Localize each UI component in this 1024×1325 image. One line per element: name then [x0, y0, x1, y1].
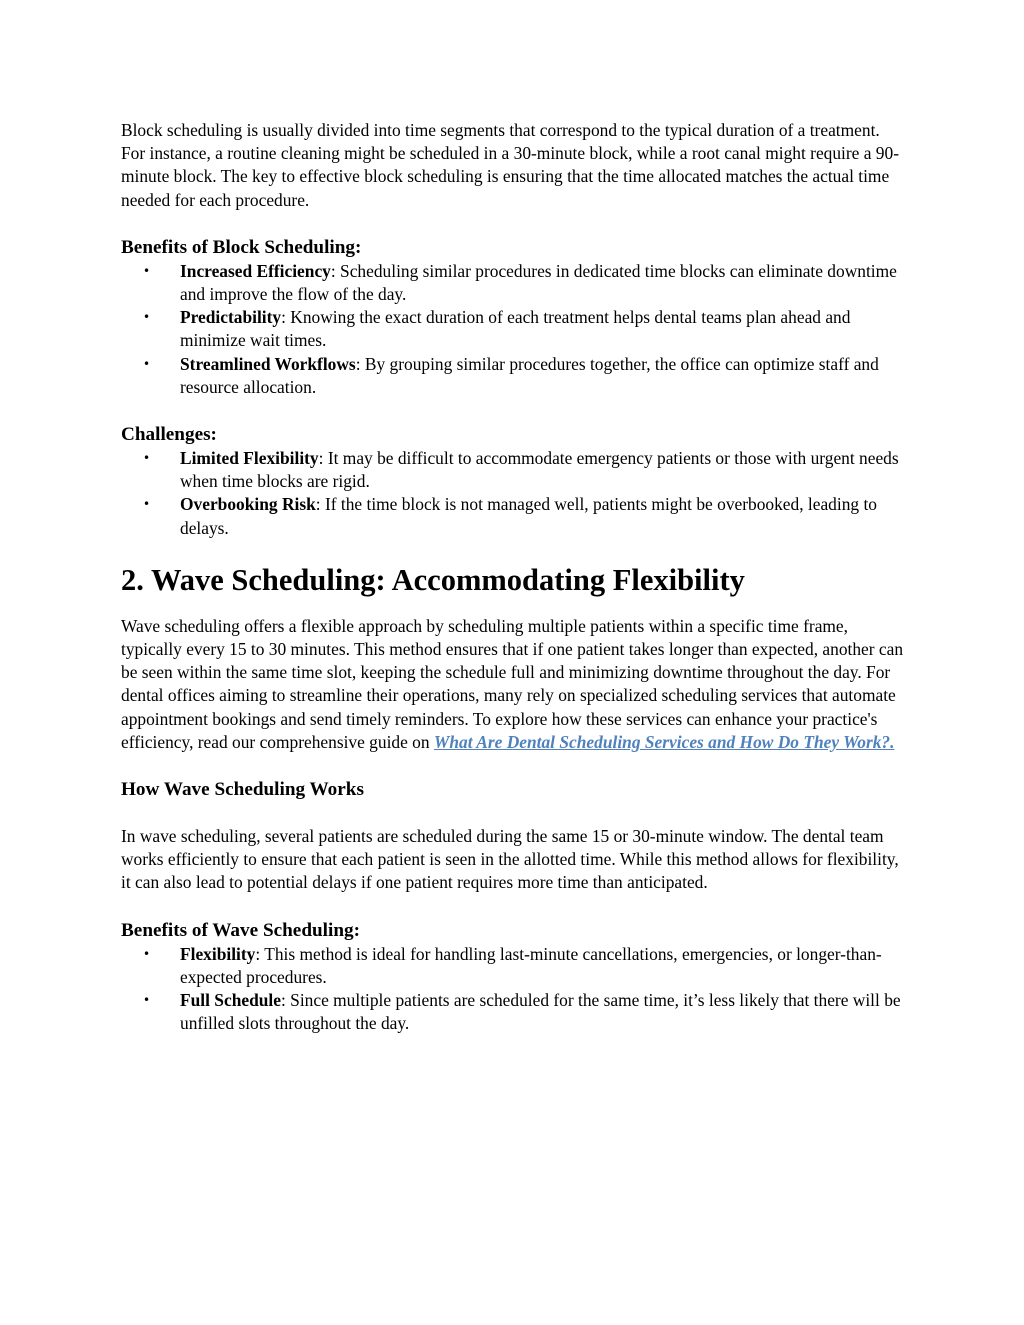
wave-benefits-list [121, 943, 906, 1036]
item-text: : Knowing the exact duration of each treatment helps dental teams plan ahead and minimize wait times. [180, 307, 851, 351]
item-term: Limited Flexibility [180, 448, 319, 469]
list-item [121, 353, 906, 399]
block-benefits-list [121, 260, 906, 399]
item-term: Increased Efficiency [180, 260, 331, 281]
how-it-works-paragraph: In wave scheduling, several patients are scheduled during the same 15 or 30-minute window. The dental team works efficiently to ensure that each patient is seen in the allotted time. While this method allows for flexibility, it can also lead to potential delays if one patient requires more time than anticipated. [121, 826, 899, 893]
wave-section-heading: 2. Wave Scheduling: Accommodating Flexibility [121, 562, 745, 597]
item-term: Streamlined Workflows [180, 353, 356, 374]
document-page [121, 119, 906, 1035]
item-term: Overbooking Risk [180, 494, 316, 515]
bullet-icon: • [143, 310, 151, 325]
block-intro-paragraph: Block scheduling is usually divided into time segments that correspond to the typical duration of a treatment. For instance, a routine cleaning might be scheduled in a 30-minute block, while a root canal might require a 90-minute block. The key to effective block scheduling is ensuring that the time allocated matches the actual time needed for each procedure. [121, 120, 899, 210]
wave-intro-text: Wave scheduling offers a flexible approach by scheduling multiple patients within a specific time frame, typically every 15 to 30 minutes. This method ensures that if one patient takes longer than expected, another can be seen within the same time slot, keeping the schedule full and minimizing downtime throughout the day. For dental offices aiming to streamline their operations, many rely on specialized scheduling services that automate appointment bookings and send timely reminders. To explore how these services can enhance your practice's efficiency, read our comprehensive guide on [121, 615, 904, 752]
bullet-icon: • [143, 451, 151, 466]
list-item [121, 493, 906, 539]
item-text: : Since multiple patients are scheduled for the same time, it’s less likely that there will be unfilled slots throughout the day. [180, 990, 901, 1034]
challenges-heading: Challenges: [121, 424, 217, 446]
list-item [121, 943, 906, 989]
list-item [121, 989, 906, 1035]
item-term: Full Schedule [180, 990, 281, 1011]
item-text: : It may be difficult to accommodate emergency patients or those with urgent needs when time blocks are rigid. [180, 448, 899, 492]
item-text: : This method is ideal for handling last-minute cancellations, emergencies, or longer-than-expected procedures. [180, 943, 882, 987]
wave-intro-paragraph [121, 615, 906, 754]
item-text: : If the time block is not managed well, patients might be overbooked, leading to delays. [180, 494, 877, 538]
list-item [121, 306, 906, 352]
bullet-icon: • [143, 356, 151, 371]
guide-link[interactable]: What Are Dental Scheduling Services and How Do They Work?. [433, 731, 895, 752]
wave-benefits-heading: Benefits of Wave Scheduling: [121, 919, 360, 941]
block-benefits-heading: Benefits of Block Scheduling: [121, 236, 362, 258]
list-item [121, 260, 906, 306]
bullet-icon: • [143, 946, 151, 961]
item-text: : Scheduling similar procedures in dedicated time blocks can eliminate downtime and improve the flow of the day. [180, 260, 897, 305]
challenges-list [121, 447, 906, 540]
bullet-icon: • [143, 497, 151, 512]
how-it-works-heading: How Wave Scheduling Works [121, 779, 364, 801]
item-term: Predictability [180, 307, 282, 328]
item-text: : By grouping similar procedures together, the office can optimize staff and resource allocation. [180, 353, 879, 397]
item-term: Flexibility [180, 943, 256, 964]
list-item [121, 447, 906, 493]
bullet-icon: • [143, 263, 151, 278]
bullet-icon: • [143, 993, 151, 1008]
